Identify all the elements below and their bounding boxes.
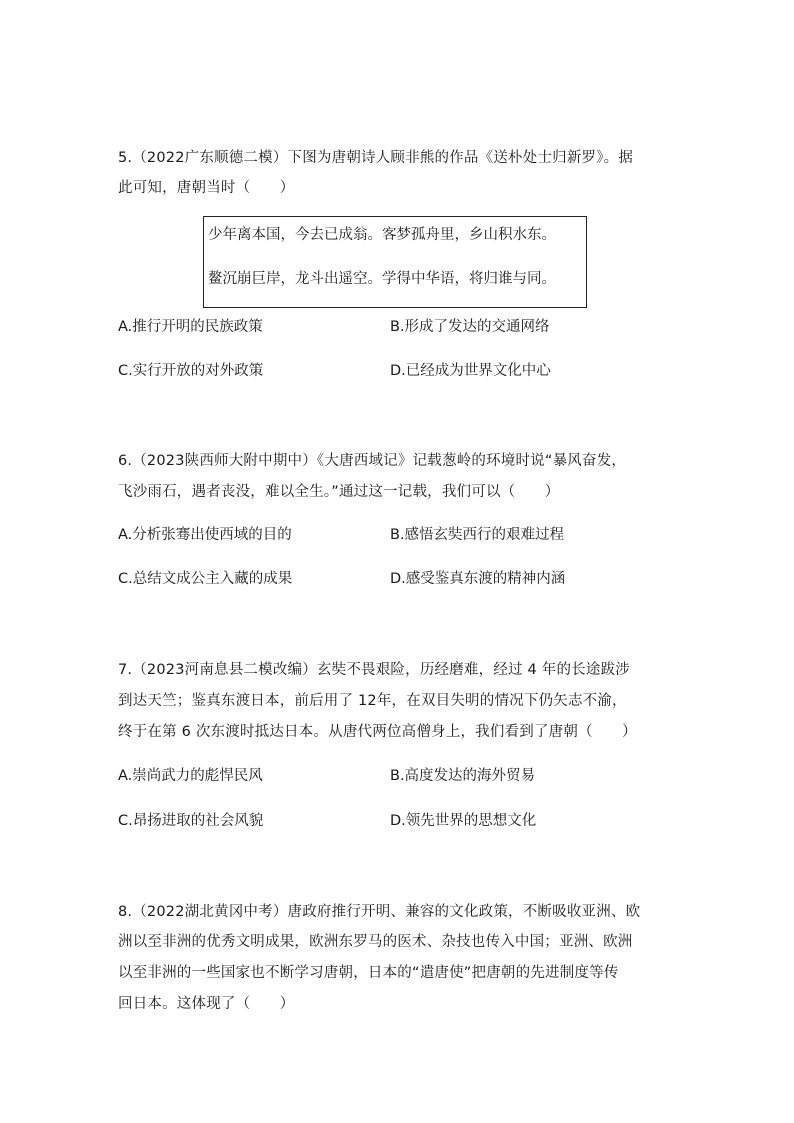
question-6-stem-line-1: 6.（2023陕西师大附中期中）《大唐西域记》记载葱岭的环境时说“暴风奋发， [118,453,627,469]
poem-line-2: 鳌沉崩巨岸，龙斗出遥空。学得中华语，将归谁与同。 [208,271,556,287]
question-5-stem-line-1: 5.（2022广东顺德二模）下图为唐朝诗人顾非熊的作品《送朴处士归新罗》。据 [118,150,634,166]
question-5-option-c[interactable]: C.实行开放的对外政策 [118,363,264,379]
question-7-option-b[interactable]: B.高度发达的海外贸易 [390,768,536,784]
question-5-option-d[interactable]: D.已经成为世界文化中心 [390,363,551,379]
question-7-option-c[interactable]: C.昂扬进取的社会风貌 [118,813,264,829]
question-6-option-c[interactable]: C.总结文成公主入藏的成果 [118,571,293,587]
question-8-stem-line-3: 以至非洲的一些国家也不断学习唐朝，日本的“遣唐使”把唐朝的先进制度等传 [118,965,619,981]
poem-box [203,216,587,308]
question-7-stem-line-2: 到达天竺；鉴真东渡日本，前后用了 12年，在双目失明的情况下仍矢志不渝， [118,693,627,709]
question-5-stem-line-2: 此可知，唐朝当时（ ） [118,180,295,196]
question-6-option-d[interactable]: D.感受鉴真东渡的精神内涵 [390,571,566,587]
question-6-stem-line-2: 飞沙雨石，遇者丧没，难以全生。”通过这一记载，我们可以（ ） [118,484,560,500]
question-6-option-b[interactable]: B.感悟玄奘西行的艰难过程 [390,527,565,543]
question-8-stem-line-4: 回日本。这体现了（ ） [118,996,295,1012]
question-8-stem-line-2: 洲以至非洲的优秀文明成果，欧洲东罗马的医术、杂技也传入中国；亚洲、欧洲 [118,934,633,950]
question-6-option-a[interactable]: A.分析张骞出使西域的目的 [118,527,292,543]
question-5-option-b[interactable]: B.形成了发达的交通网络 [390,319,550,335]
question-7-option-d[interactable]: D.领先世界的思想文化 [390,813,537,829]
question-5-option-a[interactable]: A.推行开明的民族政策 [118,319,263,335]
question-7-stem-line-3: 终于在第 6 次东渡时抵达日本。从唐代两位高僧身上，我们看到了唐朝（ ） [118,724,637,740]
poem-line-1: 少年离本国，今去已成翁。客梦孤舟里，乡山积水东。 [208,227,556,243]
question-7-option-a[interactable]: A.崇尚武力的彪悍民风 [118,768,263,784]
question-8-stem-line-1: 8.（2022湖北黄冈中考）唐政府推行开明、兼容的文化政策，不断吸收亚洲、欧 [118,904,641,920]
question-7-stem-line-1: 7.（2023河南息县二模改编）玄奘不畏艰险，历经磨难，经过 4 年的长途跋涉 [118,662,630,678]
